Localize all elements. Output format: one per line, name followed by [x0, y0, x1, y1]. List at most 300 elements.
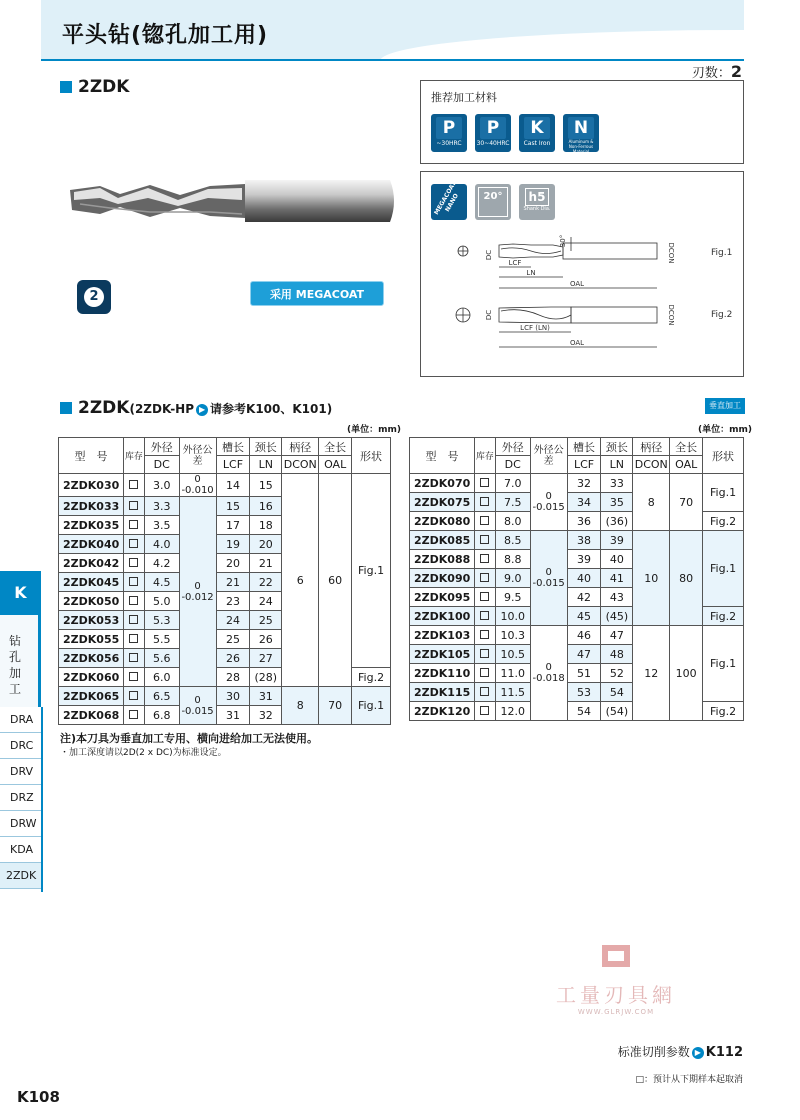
dcon-cell: 8 — [633, 474, 670, 531]
stock-cell — [474, 683, 495, 702]
dc-cell: 3.0 — [144, 474, 179, 497]
lcf-cell: 28 — [216, 668, 250, 687]
flute-count — [692, 62, 742, 81]
lcf-cell: 39 — [567, 550, 601, 569]
model-cell: 2ZDK030 — [59, 474, 124, 497]
lcf-cell: 14 — [216, 474, 250, 497]
col-tol: 外径公差 — [179, 438, 216, 474]
lcf-cell: 25 — [216, 630, 250, 649]
stock-checkbox-icon — [480, 554, 489, 563]
dcon-cell: 8 — [282, 687, 319, 725]
depth-note: ・加工深度请以2D(2 x DC)为标准设定。 — [60, 748, 227, 758]
model-cell: 2ZDK060 — [59, 668, 124, 687]
shape-cell: Fig.1 — [352, 474, 391, 668]
dc-cell: 6.5 — [144, 687, 179, 706]
tol-upper: 0 — [194, 580, 201, 592]
model-cell: 2ZDK056 — [59, 649, 124, 668]
stock-cell — [474, 531, 495, 550]
fig1-ln-label: LN — [526, 269, 536, 277]
model-cell: 2ZDK103 — [410, 626, 475, 645]
col-stock: 库存 — [123, 438, 144, 474]
flute-label: 刃数： — [691, 66, 731, 81]
sidebar-tab-k[interactable]: K — [0, 571, 41, 615]
stock-checkbox-icon — [129, 596, 138, 605]
sidebar-item-dra[interactable]: DRA — [0, 707, 41, 733]
shank-tolerance-icon — [519, 184, 555, 220]
page-number: K108 — [17, 1088, 60, 1106]
lcf-cell: 23 — [216, 592, 250, 611]
stock-cell — [474, 702, 495, 721]
square-bullet-icon — [60, 402, 72, 414]
dc-cell: 11.5 — [495, 683, 530, 702]
lcf-cell: 21 — [216, 573, 250, 592]
angle-value: 20° — [478, 187, 508, 217]
stock-cell — [123, 573, 144, 592]
lcf-cell: 31 — [216, 706, 250, 725]
square-bullet-icon — [60, 81, 72, 93]
tol-upper: 0 — [194, 474, 201, 485]
model-cell: 2ZDK040 — [59, 535, 124, 554]
watermark-title: 工量刃具網 — [556, 983, 676, 1007]
model-cell: 2ZDK050 — [59, 592, 124, 611]
table-row — [410, 474, 744, 493]
tol-upper: 0 — [545, 567, 552, 578]
stock-cell — [123, 668, 144, 687]
material-sub: 30~40HRC — [476, 140, 510, 147]
ln-cell: 48 — [601, 645, 633, 664]
stock-checkbox-icon — [129, 539, 138, 548]
ln-cell: 41 — [601, 569, 633, 588]
model-cell: 2ZDK042 — [59, 554, 124, 573]
model-cell: 2ZDK070 — [410, 474, 475, 493]
tol-lower: -0.012 — [181, 591, 214, 603]
hp-prefix: (2ZDK-HP — [129, 402, 195, 416]
dcon-cell: 10 — [633, 531, 670, 626]
arrow-right-icon: ▶ — [692, 1047, 704, 1059]
col-dcon-top: 柄径 — [282, 438, 319, 456]
model-cell: 2ZDK045 — [59, 573, 124, 592]
dc-cell: 7.5 — [495, 493, 530, 512]
col-oal-top: 全长 — [319, 438, 352, 456]
dc-cell: 10.0 — [495, 607, 530, 626]
col-oal-top: 全长 — [670, 438, 703, 456]
model-cell: 2ZDK080 — [410, 512, 475, 531]
stock-cell — [474, 626, 495, 645]
ln-cell: 26 — [250, 630, 282, 649]
tol-lower: -0.018 — [532, 673, 565, 684]
stock-cell — [474, 569, 495, 588]
stock-checkbox-icon — [129, 501, 138, 510]
spec-drawing-box — [420, 171, 744, 377]
arrow-right-icon: ▶ — [196, 404, 208, 416]
watermark-logo-icon — [596, 943, 636, 969]
stock-checkbox-icon — [480, 611, 489, 620]
lcf-cell: 20 — [216, 554, 250, 573]
col-shape: 形状 — [352, 438, 391, 474]
stock-cell — [474, 474, 495, 493]
col-lcf: LCF — [216, 456, 250, 474]
col-tol: 外径公差 — [530, 438, 567, 474]
model-cell: 2ZDK035 — [59, 516, 124, 535]
tol-lower: -0.015 — [532, 578, 565, 589]
cutting-params-ref[interactable] — [618, 1043, 743, 1060]
col-dc: DC — [144, 456, 179, 474]
lcf-cell: 30 — [216, 687, 250, 706]
stock-cell — [123, 630, 144, 649]
sidebar-item-drw[interactable]: DRW — [0, 811, 41, 837]
stock-cell — [123, 592, 144, 611]
section-title-table — [60, 398, 332, 418]
model-cell: 2ZDK065 — [59, 687, 124, 706]
lcf-cell: 46 — [567, 626, 601, 645]
col-stock: 库存 — [474, 438, 495, 474]
model-cell: 2ZDK120 — [410, 702, 475, 721]
ln-cell: 40 — [601, 550, 633, 569]
dc-cell: 9.0 — [495, 569, 530, 588]
dc-cell: 3.5 — [144, 516, 179, 535]
col-dcon: DCON — [633, 456, 670, 474]
ln-cell: (36) — [601, 512, 633, 531]
stock-checkbox-icon — [480, 630, 489, 639]
col-lcf: LCF — [567, 456, 601, 474]
material-letter: N — [568, 117, 594, 139]
stock-checkbox-icon — [480, 592, 489, 601]
ln-cell: 35 — [601, 493, 633, 512]
ln-cell: 32 — [250, 706, 282, 725]
table-row — [410, 626, 744, 645]
ln-cell: (54) — [601, 702, 633, 721]
model-cell: 2ZDK105 — [410, 645, 475, 664]
ln-cell: 33 — [601, 474, 633, 493]
dc-cell: 3.3 — [144, 497, 179, 516]
model-cell: 2ZDK110 — [410, 664, 475, 683]
col-ln: LN — [601, 456, 633, 474]
lcf-cell: 24 — [216, 611, 250, 630]
sidebar-item-drv[interactable]: DRV — [0, 759, 41, 785]
recommended-materials-box — [420, 80, 744, 164]
dc-cell: 9.5 — [495, 588, 530, 607]
sidebar-category-label: 钻孔加工 — [8, 634, 21, 696]
fig1-lcf-label: LCF — [508, 259, 522, 267]
stock-checkbox-icon — [480, 516, 489, 525]
dc-cell: 12.0 — [495, 702, 530, 721]
lcf-cell: 54 — [567, 702, 601, 721]
ln-cell: (45) — [601, 607, 633, 626]
sidebar-rule — [41, 707, 43, 892]
stock-checkbox-icon — [480, 497, 489, 506]
dc-cell: 6.0 — [144, 668, 179, 687]
fig2-dcon-label: DCON — [667, 304, 675, 326]
helix-angle-icon — [475, 184, 511, 220]
lcf-cell: 34 — [567, 493, 601, 512]
table-row — [59, 687, 391, 706]
stock-cell — [123, 687, 144, 706]
dc-cell: 8.5 — [495, 531, 530, 550]
fig1-drawing — [458, 234, 657, 288]
oal-cell: 70 — [670, 474, 703, 531]
tol-upper: 0 — [545, 491, 552, 502]
model-cell: 2ZDK090 — [410, 569, 475, 588]
col-ln-top: 颈长 — [601, 438, 633, 456]
dc-cell: 8.0 — [495, 512, 530, 531]
shape-cell: Fig.1 — [703, 531, 744, 607]
lcf-cell: 15 — [216, 497, 250, 516]
unit-label-left: (单位：mm) — [347, 425, 401, 435]
table-row — [410, 531, 744, 550]
tol-cell — [530, 626, 567, 721]
shape-cell: Fig.1 — [703, 626, 744, 702]
sidebar-item-drz[interactable]: DRZ — [0, 785, 41, 811]
tol-cell — [530, 474, 567, 531]
material-p-icon — [431, 114, 467, 152]
fig1-dc-label: DC — [485, 249, 493, 261]
sidebar-item-kda[interactable]: KDA — [0, 837, 41, 863]
watermark-url: WWW.GLRJW.COM — [577, 1008, 655, 1016]
stock-checkbox-icon — [480, 535, 489, 544]
col-dcon-top: 柄径 — [633, 438, 670, 456]
col-model: 型 号 — [410, 438, 475, 474]
lcf-cell: 45 — [567, 607, 601, 626]
dc-cell: 8.8 — [495, 550, 530, 569]
shape-cell: Fig.1 — [703, 474, 744, 512]
page-title: 平头钻(锪孔加工用) — [62, 23, 269, 48]
fig2-oal-label: OAL — [569, 339, 585, 347]
model-cell: 2ZDK100 — [410, 607, 475, 626]
stock-legend: □：预计从下期样本起取消 — [635, 1075, 743, 1085]
ln-cell: 16 — [250, 497, 282, 516]
stock-cell — [474, 550, 495, 569]
ln-cell: 31 — [250, 687, 282, 706]
dc-cell: 5.3 — [144, 611, 179, 630]
fig1-label: Fig.1 — [711, 248, 733, 258]
ref-page: K112 — [705, 1045, 743, 1060]
shape-cell: Fig.2 — [703, 702, 744, 721]
stock-checkbox-icon — [129, 653, 138, 662]
model-cell: 2ZDK088 — [410, 550, 475, 569]
material-p-icon — [475, 114, 511, 152]
col-dcon: DCON — [282, 456, 319, 474]
lcf-cell: 38 — [567, 531, 601, 550]
fig2-label: Fig.2 — [711, 310, 733, 320]
material-sub: Aluminum & Non-Ferrous Material — [568, 139, 594, 154]
stock-cell — [123, 535, 144, 554]
ln-cell: 43 — [601, 588, 633, 607]
dcon-cell: 6 — [282, 474, 319, 687]
oal-cell: 100 — [670, 626, 703, 721]
lcf-cell: 53 — [567, 683, 601, 702]
shape-cell: Fig.1 — [352, 687, 391, 725]
material-k-icon — [519, 114, 555, 152]
stock-cell — [474, 645, 495, 664]
stock-cell — [123, 497, 144, 516]
ln-cell: 52 — [601, 664, 633, 683]
lcf-cell: 42 — [567, 588, 601, 607]
lcf-cell: 47 — [567, 645, 601, 664]
unit-label-right: (单位：mm) — [698, 425, 752, 435]
stock-checkbox-icon — [480, 478, 489, 487]
spec-table-right — [409, 437, 744, 721]
table-row — [59, 474, 391, 497]
dc-cell: 5.5 — [144, 630, 179, 649]
stock-checkbox-icon — [129, 558, 138, 567]
model-name: 2ZDK — [78, 77, 130, 97]
tol-cell — [530, 531, 567, 626]
stock-checkbox-icon — [129, 710, 138, 719]
flute-value: 2 — [730, 62, 742, 81]
lcf-cell: 51 — [567, 664, 601, 683]
watermark — [536, 943, 696, 1016]
ln-cell: 47 — [601, 626, 633, 645]
model-cell: 2ZDK055 — [59, 630, 124, 649]
stock-cell — [123, 611, 144, 630]
ln-cell: 27 — [250, 649, 282, 668]
oal-cell: 60 — [319, 474, 352, 687]
stock-cell — [123, 649, 144, 668]
dc-cell: 5.0 — [144, 592, 179, 611]
col-lcf-top: 槽长 — [216, 438, 250, 456]
table-model-name: 2ZDK — [78, 398, 130, 418]
megacoat-icon-text: MEGACOAT NANO — [433, 180, 461, 217]
ln-cell: 39 — [601, 531, 633, 550]
fig2-dc-label: DC — [485, 309, 493, 321]
ln-cell: (28) — [250, 668, 282, 687]
model-cell: 2ZDK075 — [410, 493, 475, 512]
dc-cell: 4.2 — [144, 554, 179, 573]
material-letter: P — [436, 117, 462, 139]
stock-checkbox-icon — [129, 672, 138, 681]
stock-cell — [474, 664, 495, 683]
dc-cell: 10.3 — [495, 626, 530, 645]
stock-checkbox-icon — [480, 687, 489, 696]
stock-checkbox-icon — [129, 520, 138, 529]
fig1-oal-label: OAL — [569, 280, 585, 288]
tol-cell — [179, 687, 216, 725]
col-model: 型 号 — [59, 438, 124, 474]
ref-text: 标准切削参数 — [617, 1045, 690, 1059]
col-dc-top: 外径 — [144, 438, 179, 456]
stock-checkbox-icon — [129, 480, 138, 489]
stock-checkbox-icon — [129, 577, 138, 586]
tol-lower: -0.010 — [181, 485, 214, 496]
fig1-dcon-label: DCON — [667, 242, 675, 264]
stock-cell — [474, 607, 495, 626]
dc-cell: 7.0 — [495, 474, 530, 493]
sidebar-item-drc[interactable]: DRC — [0, 733, 41, 759]
material-n-icon — [563, 114, 599, 152]
stock-cell — [123, 474, 144, 497]
sidebar-item-2zdk[interactable]: 2ZDK — [0, 863, 41, 889]
megacoat-nano-button[interactable]: 采用 MEGACOAT NANO — [250, 281, 384, 306]
col-ln: LN — [250, 456, 282, 474]
col-lcf-top: 槽长 — [567, 438, 601, 456]
shape-cell: Fig.2 — [703, 607, 744, 626]
stock-checkbox-icon — [480, 573, 489, 582]
megacoat-nano-icon — [431, 180, 467, 220]
shape-cell: Fig.2 — [352, 668, 391, 687]
dc-cell: 6.8 — [144, 706, 179, 725]
tol-lower: -0.015 — [532, 502, 565, 513]
ln-cell: 25 — [250, 611, 282, 630]
stock-checkbox-icon — [480, 706, 489, 715]
material-letter: K — [524, 117, 550, 139]
stock-checkbox-icon — [480, 668, 489, 677]
model-cell: 2ZDK085 — [410, 531, 475, 550]
oal-cell: 80 — [670, 531, 703, 626]
tol-cell — [179, 474, 216, 497]
stock-cell — [474, 588, 495, 607]
header-rule — [41, 59, 744, 61]
hp-ref-link[interactable]: 请参考K100、K101) — [210, 402, 333, 416]
model-cell: 2ZDK053 — [59, 611, 124, 630]
two-flute-badge-icon — [77, 280, 111, 314]
model-cell: 2ZDK115 — [410, 683, 475, 702]
ln-cell: 22 — [250, 573, 282, 592]
materials-title: 推荐加工材料 — [431, 91, 497, 104]
stock-cell — [123, 516, 144, 535]
stock-checkbox-icon — [129, 615, 138, 624]
vertical-machining-tag: 垂直加工 — [705, 398, 745, 414]
model-cell: 2ZDK068 — [59, 706, 124, 725]
section-title-model — [60, 77, 129, 97]
dc-cell: 4.5 — [144, 573, 179, 592]
stock-cell — [123, 706, 144, 725]
lcf-cell: 26 — [216, 649, 250, 668]
oal-cell: 70 — [319, 687, 352, 725]
col-oal: OAL — [670, 456, 703, 474]
shape-cell: Fig.2 — [703, 512, 744, 531]
usage-note: 注)本刀具为垂直加工专用、横向进给加工无法使用。 — [60, 732, 319, 745]
stock-cell — [474, 493, 495, 512]
ln-cell: 24 — [250, 592, 282, 611]
model-cell: 2ZDK033 — [59, 497, 124, 516]
lcf-cell: 17 — [216, 516, 250, 535]
dc-cell: 4.0 — [144, 535, 179, 554]
material-letter: P — [480, 117, 506, 139]
badge-number: 2 — [84, 287, 104, 307]
drill-dimension-drawing — [421, 227, 745, 377]
lcf-cell: 19 — [216, 535, 250, 554]
tol-cell — [179, 497, 216, 687]
fig2-lcf-ln-label: LCF (LN) — [520, 324, 550, 332]
dcon-cell: 12 — [633, 626, 670, 721]
model-cell: 2ZDK095 — [410, 588, 475, 607]
tol-upper: 0 — [194, 694, 201, 706]
shank-sub: Shank Dia. — [523, 206, 551, 212]
dc-cell: 10.5 — [495, 645, 530, 664]
lcf-cell: 40 — [567, 569, 601, 588]
tol-upper: 0 — [545, 662, 552, 673]
spec-table-left — [58, 437, 391, 725]
dc-cell: 11.0 — [495, 664, 530, 683]
stock-checkbox-icon — [480, 649, 489, 658]
ln-cell: 21 — [250, 554, 282, 573]
stock-checkbox-icon — [129, 691, 138, 700]
shank-value: h5 — [525, 188, 549, 206]
col-oal: OAL — [319, 456, 352, 474]
lcf-cell: 32 — [567, 474, 601, 493]
fig1-angle-label: 30° — [559, 234, 567, 248]
stock-cell — [123, 554, 144, 573]
stock-checkbox-icon — [129, 634, 138, 643]
material-sub: ~30HRC — [436, 140, 462, 147]
col-dc-top: 外径 — [495, 438, 530, 456]
ln-cell: 18 — [250, 516, 282, 535]
lcf-cell: 36 — [567, 512, 601, 531]
dc-cell: 5.6 — [144, 649, 179, 668]
ln-cell: 54 — [601, 683, 633, 702]
col-dc: DC — [495, 456, 530, 474]
col-shape: 形状 — [703, 438, 744, 474]
